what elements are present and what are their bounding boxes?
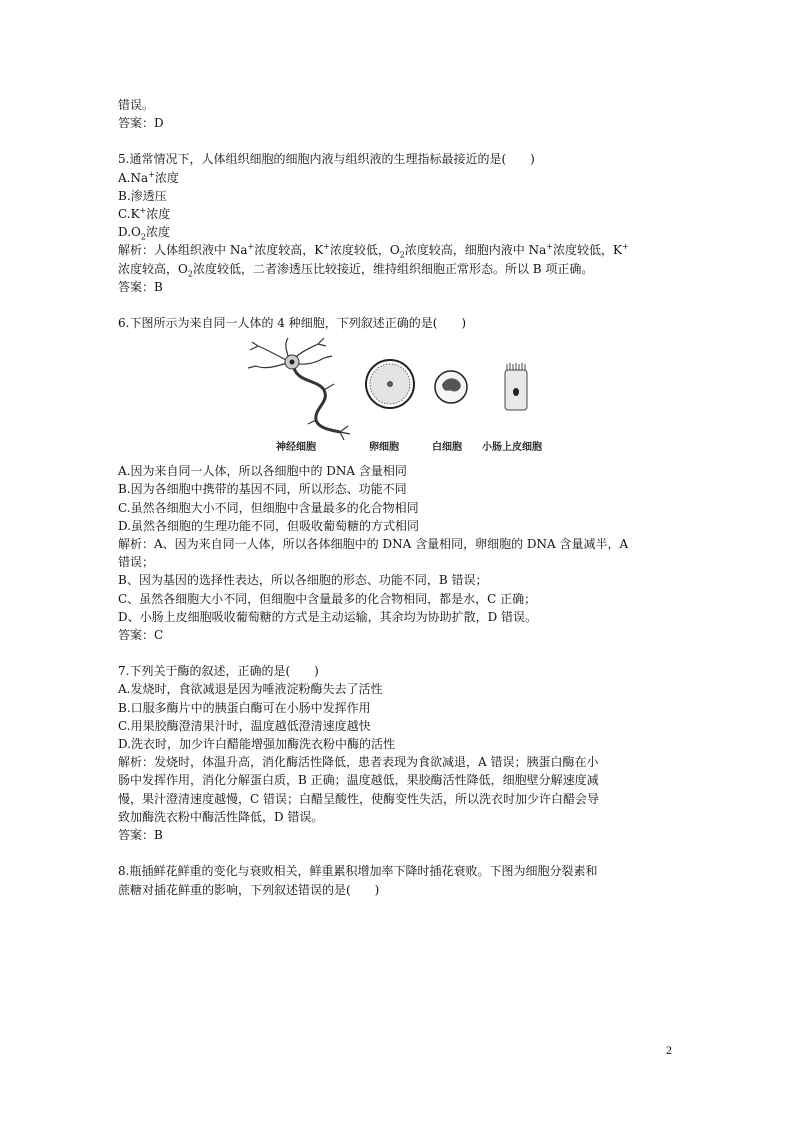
q7-explanation-line: 解析：发烧时，体温升高，消化酶活性降低，患者表现为食欲减退，A 错误；胰蛋白酶在小 (118, 755, 599, 770)
q5-option-c: C.K+浓度 (118, 206, 171, 222)
page-number: 2 (666, 1043, 672, 1057)
q8-stem-line: 蔗糖对插花鲜重的影响，下列叙述错误的是( ) (118, 882, 380, 897)
q5-option-d: $D.O_2$浓度 (118, 225, 170, 242)
q5-option-a: A.Na+浓度 (118, 169, 179, 185)
q6-option-b: B.因为各细胞中携带的基因不同，所以形态、功能不同 (118, 482, 407, 497)
q6-option-a: A.因为来自同一人体，所以各细胞中的 DNA 含量相同 (118, 464, 407, 479)
q6-stem: 6.下图所示为来自同一人体的 4 种细胞，下列叙述正确的是( ) (118, 316, 467, 331)
q6-explanation-line: D、小肠上皮细胞吸收葡萄糖的方式是主动运输，其余均为协助扩散，D 错误。 (118, 609, 538, 624)
q4-tail-text: 错误。 (118, 98, 155, 112)
q7-explanation-line: 慢，果汁澄清速度越慢，C 错误；白醋呈酸性，使酶变性失活，所以洗衣时加少许白醋会导 (118, 791, 599, 806)
q6-explanation-line: 错误； (118, 555, 155, 570)
epithelial-microvilli (507, 363, 525, 370)
q4-answer: 答案：D (118, 116, 164, 131)
cells-illustration (118, 336, 678, 440)
q8-stem-line: 8.瓶插鲜花鲜重的变化与衰败相关，鲜重累积增加率下降时插花衰败。下图为细胞分裂素和 (118, 864, 598, 879)
q5-explanation-line-1: 解析：人体组织液中 Na+浓度较高，K+浓度较低，$O_2$浓度较高，细胞内液中 Na+浓度较低，K+ (118, 242, 629, 260)
q6-explanation-line: 解析：A、因为来自同一人体，所以各体细胞中的 DNA 含量相同，卵细胞的 DNA 含量减半，A (118, 537, 629, 552)
q6-option-c: C.虽然各细胞大小不同，但细胞中含量最多的化合物相同 (118, 500, 419, 515)
q7-option-b: B.口服多酶片中的胰蛋白酶可在小肠中发挥作用 (118, 700, 371, 715)
figure-label-epithelial-cell: 小肠上皮细胞 (482, 442, 542, 454)
q6-answer: 答案：C (118, 628, 164, 643)
q7-answer: 答案：B (118, 828, 163, 843)
q7-explanation-line: 肠中发挥作用，消化分解蛋白质，B 正确；温度越低，果胶酶活性降低，细胞壁分解速度减 (118, 773, 599, 788)
neuron-drawing (248, 338, 350, 440)
egg-cell-nucleus (387, 381, 393, 387)
q5-explanation-line-2: 浓度较高，$O_2$浓度较低，二者渗透压比较接近，维持组织细胞正常形态。所以 B 项正确。 (118, 261, 594, 279)
q6-explanation-line: C、虽然各细胞大小不同，但细胞中含量最多的化合物相同，都是水，C 正确； (118, 591, 537, 606)
q7-option-c: C.用果胶酶澄清果汁时，温度越低澄清速度越快 (118, 718, 371, 733)
four-cells-figure (118, 336, 678, 454)
q6-explanation-line: B、因为基因的选择性表达，所以各细胞的形态、功能不同，B 错误； (118, 573, 488, 588)
q7-stem: 7.下列关于酶的叙述，正确的是( ) (118, 664, 319, 679)
neuron-nucleus (290, 360, 295, 365)
q5-stem: 5.通常情况下，人体组织细胞的细胞内液与组织液的生理指标最接近的是( ) (118, 152, 535, 167)
document-body (118, 96, 678, 899)
q7-explanation-line: 致加酶洗衣粉中酶活性降低，D 错误。 (118, 809, 324, 824)
q6-option-d: D.虽然各细胞的生理功能不同，但吸收葡萄糖的方式相同 (118, 518, 420, 533)
q7-option-a: A.发烧时，食欲减退是因为唾液淀粉酶失去了活性 (118, 682, 383, 697)
q5-answer: 答案：B (118, 279, 163, 294)
figure-label-neuron: 神经细胞 (276, 442, 316, 454)
q5-option-b: B.渗透压 (118, 188, 167, 203)
epithelial-nucleus (513, 388, 519, 396)
figure-label-white-cell: 白细胞 (432, 442, 462, 454)
figure-label-egg-cell: 卵细胞 (369, 442, 399, 454)
q7-option-d: D.洗衣时，加少许白醋能增强加酶洗衣粉中酶的活性 (118, 737, 396, 752)
